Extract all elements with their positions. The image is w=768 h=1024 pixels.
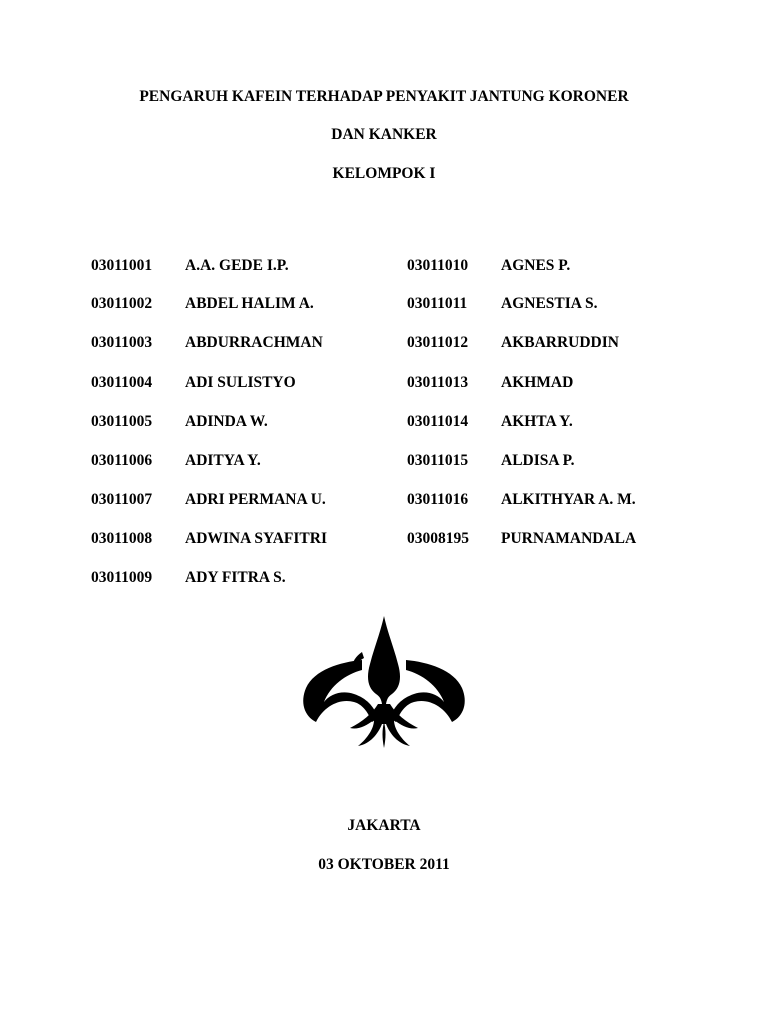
date-label: 03 OKTOBER 2011	[318, 856, 450, 873]
member-nim: 03011011	[407, 295, 468, 312]
city-label: JAKARTA	[347, 817, 421, 834]
member-name: PURNAMANDALA	[501, 530, 637, 547]
member-name: ADITYA Y.	[185, 452, 261, 469]
member-name: AGNESTIA S.	[501, 295, 598, 312]
member-nim: 03011014	[407, 413, 469, 430]
member-nim: 03011003	[91, 334, 153, 351]
member-name: AKHMAD	[501, 374, 574, 391]
member-name: ALDISA P.	[501, 452, 575, 469]
member-name: ABDEL HALIM A.	[185, 295, 314, 312]
member-nim: 03011007	[91, 491, 153, 508]
member-nim: 03011006	[91, 452, 153, 469]
member-nim: 03011010	[407, 257, 469, 274]
member-nim: 03011009	[91, 569, 153, 586]
member-name: ADI SULISTYO	[185, 374, 296, 391]
member-name: A.A. GEDE I.P.	[185, 257, 289, 274]
member-nim: 03011015	[407, 452, 469, 469]
member-name: AKHTA Y.	[501, 413, 573, 430]
member-name: ADRI PERMANA U.	[185, 491, 326, 508]
member-nim: 03011013	[407, 374, 469, 391]
group-label: KELOMPOK I	[332, 165, 436, 182]
member-name: ADY FITRA S.	[185, 569, 286, 586]
member-nim: 03011004	[91, 374, 153, 391]
member-name: AGNES P.	[501, 257, 571, 274]
member-nim: 03011012	[407, 334, 469, 351]
member-name: AKBARRUDDIN	[501, 334, 619, 351]
member-nim: 03011001	[91, 257, 153, 274]
document-title-continued: DAN KANKER	[331, 126, 437, 143]
member-name: ADWINA SYAFITRI	[185, 530, 327, 547]
member-nim: 03008195	[407, 530, 469, 547]
member-name: ALKITHYAR A. M.	[501, 491, 636, 508]
member-nim: 03011008	[91, 530, 153, 547]
member-nim: 03011005	[91, 413, 153, 430]
member-name: ADINDA W.	[185, 413, 268, 430]
document-title: PENGARUH KAFEIN TERHADAP PENYAKIT JANTUNG KORONER	[139, 88, 629, 105]
university-emblem-icon	[300, 612, 468, 752]
member-nim: 03011002	[91, 295, 153, 312]
member-name: ABDURRACHMAN	[185, 334, 323, 351]
member-nim: 03011016	[407, 491, 469, 508]
